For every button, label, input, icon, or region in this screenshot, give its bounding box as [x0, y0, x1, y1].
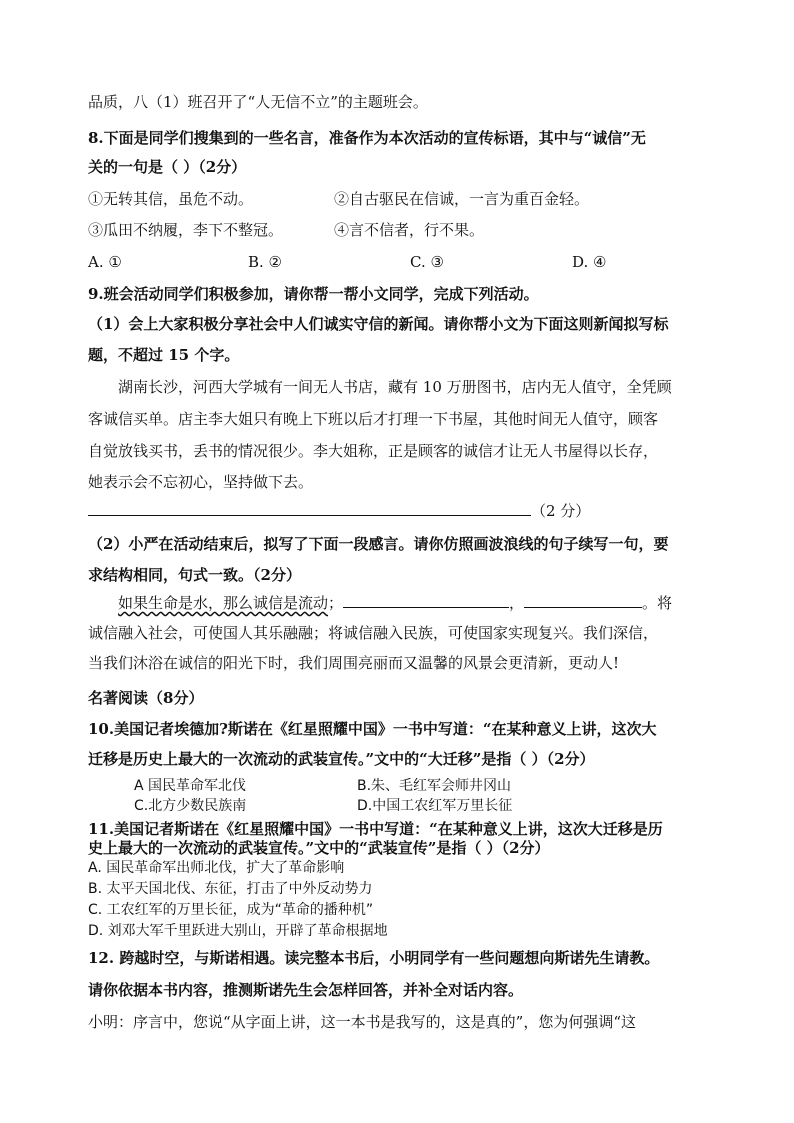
q8-quote-4: ④言不信者，行不果。 — [334, 221, 485, 239]
headline-answer-blank[interactable] — [88, 500, 531, 516]
q9-part2-line-2: 求结构相同，句式一致。（2分） — [88, 566, 301, 584]
speech-line-3: 当我们沐浴在诚信的阳光下时，我们周围亮丽而又温馨的风景会更清新，更动人! — [88, 654, 620, 672]
q10-option-c[interactable]: C.北方少数民族南 — [134, 798, 247, 814]
headline-points: （2 分） — [531, 502, 591, 520]
q9-part1-line-1: （1）会上大家积极分享社会中人们诚实守信的新闻。请你帮小文为下面这则新闻拟写标 — [88, 315, 669, 333]
section-title: 名著阅读（8分） — [88, 689, 204, 707]
q11-stem-line-1: 11.美国记者斯诺在《红星照耀中国》一书中写道：“在某种意义上讲，这次大迁移是历 — [88, 820, 663, 838]
q11-option-c[interactable]: C. 工农红军的万里长征，成为“革命的播种机” — [88, 902, 374, 918]
q12-dialogue-line-1: 小明：序言中，您说“从字面上讲，这一本书是我写的，这是真的”，您为何强调“这 — [88, 1013, 637, 1031]
q10-option-a[interactable]: A 国民革命军北伐 — [134, 778, 247, 794]
news-line-4: 她表示会不忘初心，坚持做下去。 — [88, 473, 314, 491]
q10-stem-line-1: 10.美国记者埃德加?斯诺在《红星照耀中国》一书中写道：“在某种意义上讲，这次大 — [88, 720, 657, 738]
q8-quote-2: ②自古驱民在信诚，一言为重百金轻。 — [334, 190, 590, 208]
speech-wavy-sentence: 如果生命是水，那么诚信是流动 — [118, 594, 329, 612]
news-line-2: 客诚信买单。店主李大姐只有晚上下班以后才打理一下书屋，其他时间无人值守，顾客 — [88, 410, 659, 428]
q8-stem-line-1: 8.下面是同学们搜集到的一些名言，准备作为本次活动的宣传标语，其中与“诚信”无 — [88, 129, 646, 147]
q11-option-d[interactable]: D. 刘邓大军千里跃进大别山，开辟了革命根据地 — [88, 923, 388, 939]
speech-end: 。将 — [642, 594, 673, 612]
news-line-3: 自觉放钱买书，丢书的情况很少。李大姐称，正是顾客的诚信才让无人书屋得以长存， — [88, 442, 659, 460]
speech-comma: ， — [509, 594, 525, 612]
q9-part2-line-1: （2）小严在活动结束后，拟写了下面一段感言。请你仿照画波浪线的句子续写一句，要 — [88, 535, 669, 553]
q11-stem-line-2: 史上最大的一次流动的武装宣传。”文中的“武装宣传”是指（ ）（2分） — [88, 839, 550, 857]
headline-answer-row — [88, 500, 590, 521]
news-line-1: 湖南长沙，河西大学城有一间无人书店，藏有 10 万册图书，店内无人值守，全凭顾 — [118, 378, 672, 396]
speech-blank-1[interactable] — [343, 592, 509, 608]
q12-stem-line-1: 12. 跨越时空，与斯诺相遇。读完整本书后，小明同学有一些问题想向斯诺先生请教。 — [88, 949, 660, 967]
q10-option-b[interactable]: B.朱、毛红军会师井冈山 — [357, 778, 512, 794]
q8-quote-1: ①无转其信，虽危不动。 — [88, 190, 254, 208]
speech-semicolon: ； — [328, 594, 344, 612]
q12-stem-line-2: 请你依据本书内容，推测斯诺先生会怎样回答，并补全对话内容。 — [88, 981, 524, 999]
speech-line-2: 诚信融入社会，可使国人其乐融融；将诚信融入民族，可使国家实现复兴。我们深信， — [88, 624, 659, 642]
q8-option-c[interactable]: C. ③ — [410, 253, 444, 271]
q8-option-a[interactable]: A. ① — [88, 253, 122, 271]
q8-option-d[interactable]: D. ④ — [572, 253, 607, 271]
speech-blank-2[interactable] — [524, 592, 642, 608]
q8-option-b[interactable]: B. ② — [248, 253, 283, 271]
q10-option-d[interactable]: D.中国工农红军万里长征 — [357, 798, 513, 814]
q9-stem: 9.班会活动同学们积极参加，请你帮一帮小文同学，完成下列活动。 — [88, 285, 539, 303]
q8-stem-line-2: 关的一句是（ ）（2分） — [88, 158, 247, 176]
speech-line-1 — [118, 592, 672, 613]
q8-quote-3: ③瓜田不纳履，李下不整冠。 — [88, 221, 284, 239]
q11-option-a[interactable]: A. 国民革命军出师北伐，扩大了革命影响 — [88, 860, 345, 876]
q9-part1-line-2: 题，不超过 15 个字。 — [88, 346, 240, 364]
intro-line: 品质，八（1）班召开了“人无信不立”的主题班会。 — [88, 93, 428, 111]
q11-option-b[interactable]: B. 太平天国北伐、东征，打击了中外反动势力 — [88, 881, 373, 897]
q10-stem-line-2: 迁移是历史上最大的一次流动的武装宣传。”文中的“大迁移”是指（ ）（2分） — [88, 750, 595, 768]
